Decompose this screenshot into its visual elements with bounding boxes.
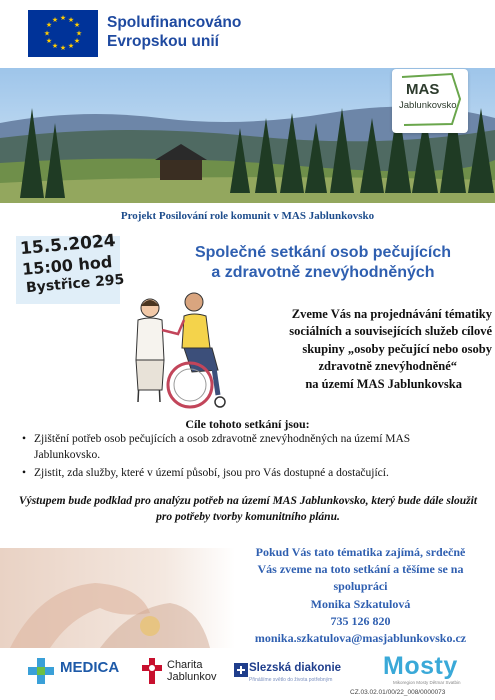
svg-text:★: ★	[75, 29, 83, 38]
caregiver-wheelchair-illustration	[122, 290, 232, 415]
charita-cross-icon	[140, 656, 164, 686]
intro-line-4: zdravotně znevýhodněné“	[318, 359, 457, 373]
project-registration-code: CZ.03.02.01/00/22_008/0000073	[350, 689, 446, 696]
hands-photo	[0, 548, 235, 648]
mas-logo-title: MAS	[406, 81, 440, 98]
svg-text:★: ★	[51, 16, 59, 24]
svg-text:★: ★	[59, 44, 67, 52]
contact-line-2: Vás zveme na toto setkání a těšíme se na	[257, 562, 464, 576]
svg-text:★: ★	[51, 42, 59, 50]
event-date: 15.5.2024	[19, 230, 117, 260]
mas-logo-subtitle: Jablunkovsko	[399, 100, 457, 111]
eu-cofinanced-text	[107, 13, 241, 51]
goals-list	[22, 432, 477, 485]
intro-line-3: skupiny „osoby pečující nebo osoby	[302, 342, 492, 356]
goal-item: • Zjistit, zda služby, které v území působí, jsou pro Vás dostupné a dostačující.	[22, 466, 477, 482]
intro-line-5: na území MAS Jablunkovska	[305, 377, 462, 391]
goal-item: • Zjištění potřeb osob pečujících a osob zdravotně znevýhodněných na území MAS Jablunkovsko.	[22, 432, 477, 463]
svg-text:★: ★	[73, 21, 81, 29]
charita-logo-text	[167, 659, 217, 683]
eu-flag	[28, 10, 98, 57]
svg-text:★: ★	[45, 21, 53, 29]
contact-line-1: Pokud Vás tato tématika zajímá, srdečně	[255, 545, 466, 559]
slezska-diakonie-tagline: Přinášíme světlo do života potřebným	[249, 677, 333, 683]
medica-logo-text: MEDICA	[60, 659, 120, 676]
eu-line-1: Spolufinancováno	[107, 14, 242, 31]
mas-logo	[392, 69, 468, 133]
mosty-logo-text: Mosty	[383, 652, 458, 680]
outcome-text: Výstupem bude podklad pro analýzu potřeb na území MAS Jablunkovsko, který bude dále sloužit pro potřeby tvorby komunitního plánu.	[18, 495, 478, 523]
svg-text:★: ★	[45, 37, 53, 45]
svg-text:★: ★	[67, 16, 75, 24]
contact-email[interactable]: monika.szkatulova@masjablunkovsko.cz	[254, 631, 467, 645]
contact-line-3: spolupráci	[333, 579, 388, 593]
contact-phone[interactable]: 735 126 820	[330, 614, 391, 628]
event-time: 15:00 hod	[21, 252, 113, 279]
contact-name: Monika Szkatulová	[310, 597, 411, 611]
svg-text:★: ★	[73, 37, 81, 45]
medica-cross-icon	[26, 656, 56, 686]
eu-stars-icon	[28, 10, 98, 57]
event-title-line-1: Společné setkání osob pečujících	[194, 244, 452, 261]
project-name: Projekt Posilování role komunit v MAS Jablunkovsko	[120, 210, 375, 222]
svg-text:★: ★	[43, 29, 51, 38]
slezska-diakonie-icon	[234, 663, 248, 677]
svg-text:★: ★	[67, 42, 75, 50]
event-title-line-2: a zdravotně znevýhodněných	[211, 264, 435, 281]
intro-line-2: sociálních a souvisejících služeb cílové	[289, 324, 492, 338]
slezska-diakonie-logo-text: Slezská diakonie	[249, 662, 342, 674]
intro-line-1: Zveme Vás na projednávání tématiky	[291, 307, 492, 321]
event-place: Bystřice 295	[25, 271, 125, 297]
eu-line-2: Evropskou unií	[107, 33, 219, 50]
mosty-tagline: Mikoregion Mosty Dětmar Svatbin	[393, 680, 461, 685]
goals-title: Cíle tohoto setkání jsou:	[185, 417, 310, 431]
charita-line-1: Charita	[167, 659, 203, 671]
svg-text:★: ★	[59, 14, 67, 22]
charita-line-2: Jablunkov	[167, 671, 217, 683]
